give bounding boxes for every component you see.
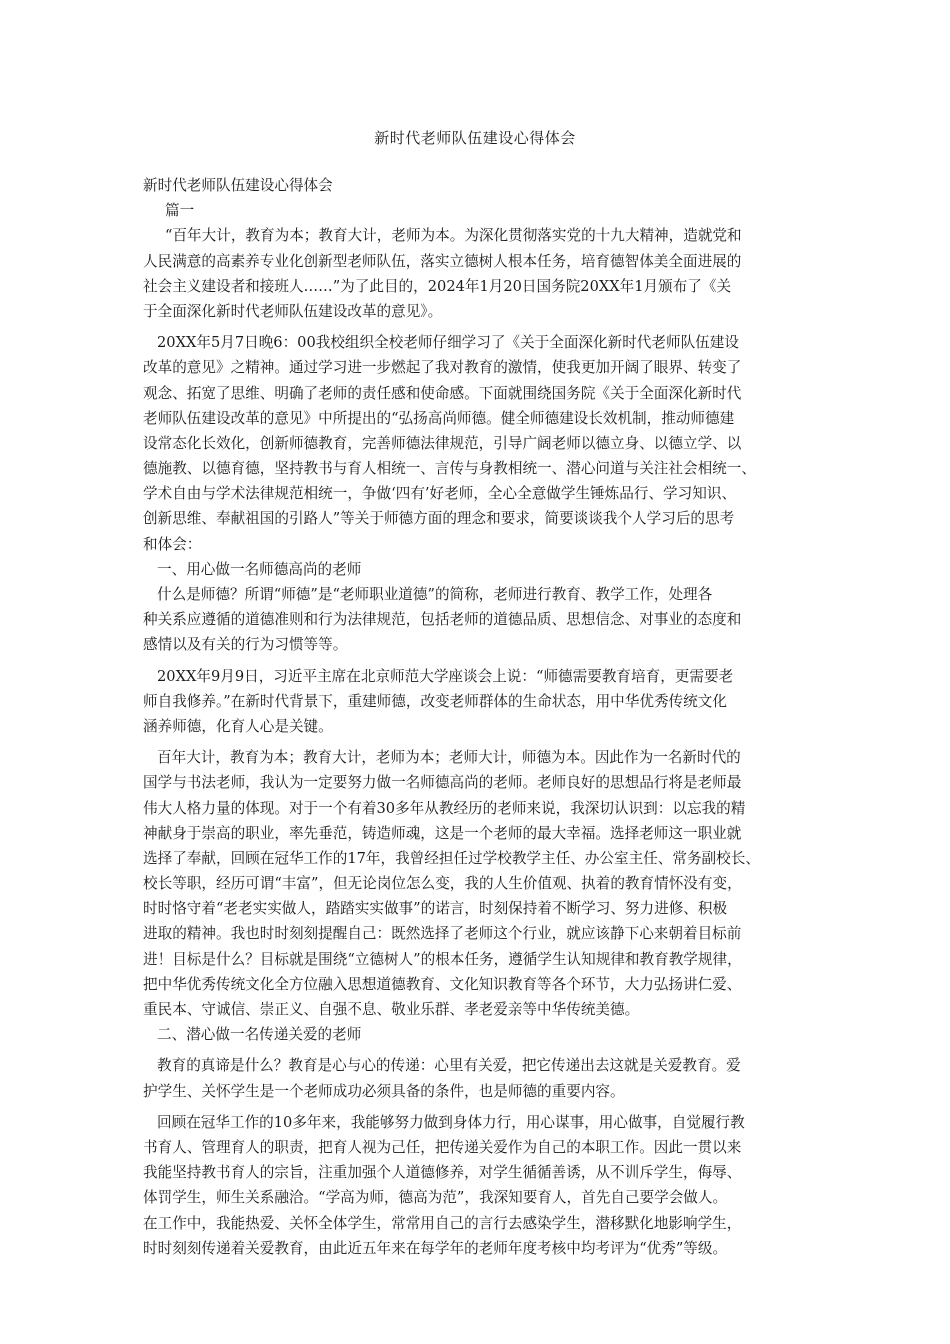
text-line: 什么是师德？所谓“师德”是“老师职业道德”的简称，老师进行教育、教学工作，处理各 — [157, 586, 713, 603]
text-line: 教育的真谛是什么？教育是心与心的传递：心里有关爱，把它传递出去这就是关爱教育。爱 — [157, 1057, 741, 1075]
text-line: 进！目标是什么？目标就是围绕“立德树人”的根本任务，遵循学生认知规律和教育教学规律， — [143, 950, 742, 968]
text-line: 于全面深化新时代老师队伍建设改革的意见》。 — [143, 302, 443, 320]
text-line: 神献身于崇高的职业，率先垂范，铸造师魂，这是一个老师的最大幸福。选择老师这一职业就 — [143, 824, 742, 842]
text-line: 和体会： — [143, 535, 202, 553]
text-line: 篇一 — [165, 202, 195, 220]
text-line: 学术自由与学术法律规范相统一，争做‘四有’好老师，全心全意做学生锤炼品行、学习知识、 — [143, 485, 737, 503]
text-line: 体罚学生，师生关系融洽。“学高为师，德高为范”，我深知要育人，首先自己要学会做人。 — [143, 1189, 728, 1207]
text-line: 老师队伍建设改革的意见》中所提出的“弘扬高尚师德。健全师德建设长效机制，推动师德建 — [143, 409, 735, 427]
text-line: 校长等职，经历可谓“丰富”，但无论岗位怎么变，我的人生价值观、执着的教育情怀没有变， — [143, 875, 742, 893]
text-line: 观念、拓宽了思维、明确了老师的责任感和使命感。下面就围绕国务院《关于全面深化新时代 — [143, 384, 742, 402]
text-line: 种关系应遵循的道德准则和行为法律规范，包括老师的道德品质、思想信念、对事业的态度和 — [143, 611, 742, 629]
text-line: 师自我修养。”在新时代背景下，重建师德，改变老师群体的生命状态，用中华优秀传统文化 — [143, 692, 727, 710]
text-line: “百年大计，教育为本；教育大计，老师为本。为深化贯彻落实党的十九大精神，造就党和 — [165, 227, 742, 245]
text-line: 创新思维、奉献祖国的引路人”等关于师德方面的理念和要求，简要谈谈我个人学习后的思考 — [143, 510, 735, 528]
text-line: 设常态化长效化，创新师德教育，完善师德法律规范，引导广阔老师以德立身、以德立学、以 — [143, 434, 742, 452]
text-line: 时时恪守着“老老实实做人，踏踏实实做事”的诺言，时刻保持着不断学习、努力进修、积极 — [143, 900, 728, 918]
text-line: 二、潜心做一名传递关爱的老师 — [157, 1026, 362, 1044]
text-line: 20XX年5月7日晚6：00我校组织全校老师仔细学习了《关于全面深化新时代老师队伍建设 — [157, 334, 739, 352]
text-line: 护学生、关怀学生是一个老师成功必须具备的条件，也是师德的重要内容。 — [143, 1082, 625, 1100]
text-line: 回顾在冠华工作的10多年来，我能够努力做到身体力行，用心谋事，用心做事，自觉履行教 — [157, 1113, 745, 1131]
text-line: 重民本、守诚信、崇正义、自强不息、敬业乐群、孝老爱亲等中华传统美德。 — [143, 1001, 640, 1018]
text-line: 人民满意的高素养专业化创新型老师队伍，落实立德树人根本任务，培育德智体美全面进展的 — [143, 252, 742, 270]
text-line: 新时代老师队伍建设心得体会 — [143, 177, 333, 194]
text-line: 社会主义建设者和接班人……”为了此目的，2024年1月20日国务院20XX年1月颁布了《关 — [143, 277, 732, 295]
text-line: 涵养师德，化育人心是关键。 — [143, 717, 333, 735]
text-line: 感情以及有关的行为习惯等等。 — [143, 636, 348, 654]
text-line: 改革的意见》之精神。通过学习进一步燃起了我对教育的激情，使我更加开阔了眼界、转变了 — [143, 359, 742, 377]
text-line: 选择了奉献，回顾在冠华工作的17年，我曾经担任过学校教学主任、办公室主任、常务副校长、 — [143, 849, 760, 867]
text-line: 国学与书法老师，我认为一定要努力做一名师德高尚的老师。老师良好的思想品行将是老师最 — [143, 774, 742, 792]
text-line: 书育人、管理育人的职责，把育人视为己任，把传递关爱作为自己的本职工作。因此一贯以来 — [143, 1138, 742, 1156]
text-line: 伟大人格力量的体现。对于一个有着30多年从教经历的老师来说，我深切认识到：以忘我的精 — [143, 799, 746, 817]
text-line: 20XX年9月9日，习近平主席在北京师范大学座谈会上说：“师德需要教育培育，更需要老 — [157, 667, 734, 685]
text-line: 一、用心做一名师德高尚的老师 — [157, 560, 362, 578]
text-line: 德施教、以德育德，坚持教书与育人相统一、言传与身教相统一、潜心问道与关注社会相统一、 — [143, 460, 756, 478]
text-line: 把中华优秀传统文化全方位融入思想道德教育、文化知识教育等各个环节，大力弘扬讲仁爱、 — [143, 975, 742, 993]
document-body — [143, 173, 811, 1261]
text-line: 时时刻刻传递着关爱教育，由此近五年来在每学年的老师年度考核中均考评为“优秀”等级。 — [143, 1239, 728, 1257]
text-line: 进取的精神。我也时时刻刻提醒自己：既然选择了老师这个行业，就应该静下心来朝着目标前 — [143, 925, 742, 943]
document-title: 新时代老师队伍建设心得体会 — [374, 129, 576, 147]
text-line: 百年大计，教育为本；教育大计，老师为本；老师大计，师德为本。因此作为一名新时代的 — [157, 749, 741, 767]
text-line: 在工作中，我能热爱、关怀全体学生，常常用自己的言行去感染学生，潜移默化地影响学生， — [143, 1214, 742, 1232]
text-line: 我能坚持教书育人的宗旨，注重加强个人道德修养，对学生循循善诱，从不训斥学生，侮辱、 — [143, 1164, 742, 1182]
